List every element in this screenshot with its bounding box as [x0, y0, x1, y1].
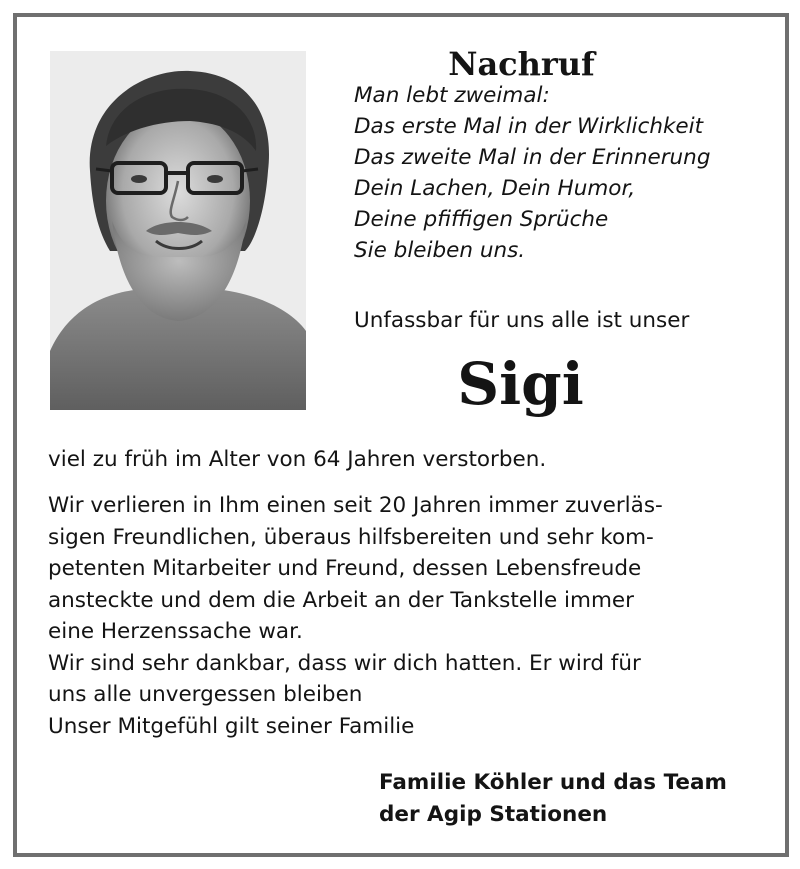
deceased-name: Sigi	[457, 350, 584, 418]
body-line: ansteckte und dem die Arbeit an der Tankstelle immer	[48, 587, 634, 613]
signature	[379, 767, 727, 831]
intro-text: Unfassbar für uns alle ist unser	[354, 308, 690, 333]
portrait-image	[50, 51, 306, 410]
poem-line: Das erste Mal in der Wirklichkeit	[354, 114, 704, 139]
poem-line: Das zweite Mal in der Erinnerung	[354, 145, 711, 170]
signature-line: der Agip Stationen	[379, 802, 608, 827]
body-line: uns alle unvergessen bleiben	[48, 682, 363, 707]
poem-line: Deine pfiffigen Sprüche	[354, 207, 609, 232]
body-line: Wir sind sehr dankbar, dass wir dich hatten. Er wird für	[48, 650, 641, 676]
poem-line: Sie bleiben uns.	[354, 238, 526, 263]
obituary-heading: Nachruf	[448, 45, 595, 83]
portrait-photo	[50, 51, 306, 410]
body-line: sigen Freundlichen, überaus hilfsbereiten und sehr kom-	[48, 524, 654, 550]
body-line: eine Herzenssache war.	[48, 619, 303, 644]
poem-line: Dein Lachen, Dein Humor,	[354, 176, 636, 201]
poem	[354, 80, 774, 266]
body-line: petenten Mitarbeiter und Freund, dessen Lebensfreude	[48, 556, 642, 581]
age-line: viel zu früh im Alter von 64 Jahren verstorben.	[48, 447, 547, 472]
poem-line: Man lebt zweimal:	[354, 83, 550, 108]
body-line: Unser Mitgefühl gilt seiner Familie	[48, 713, 415, 739]
signature-line: Familie Köhler und das Team	[379, 770, 727, 795]
body-text	[48, 490, 758, 742]
body-line: Wir verlieren in Ihm einen seit 20 Jahren immer zuverläs-	[48, 493, 663, 518]
